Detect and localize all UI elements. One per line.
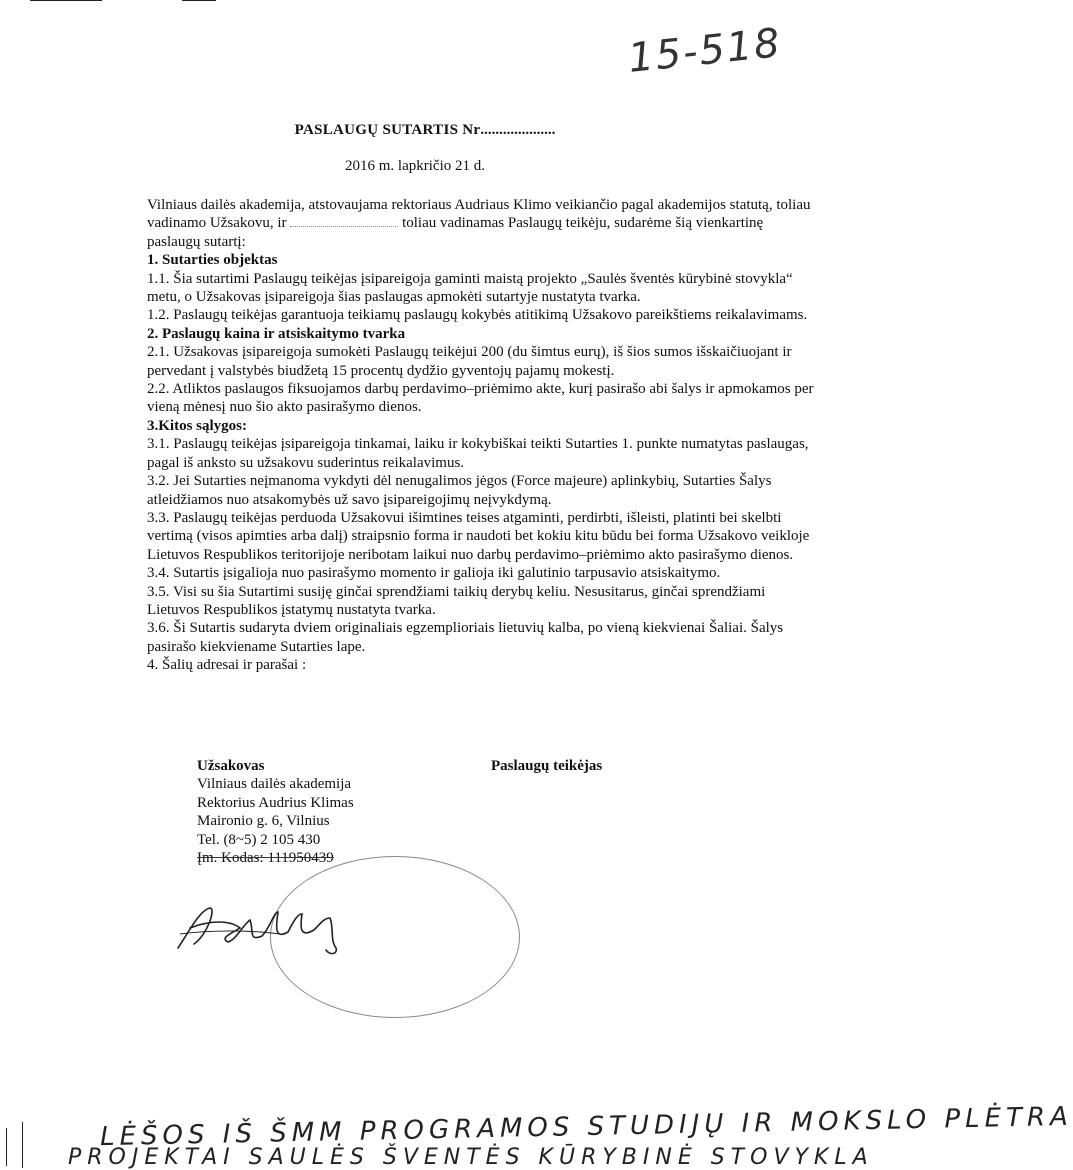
clause-3-3: 3.3. Paslaugų teikėjas perduoda Užsakovui išimtines teises atgaminti, perdirbti, išleisti, platinti bei skelbti vertimą (visos apimties arba dalį) straipsnio forma ir naudoti bet kokiu kitu būdu bei forma Užsakovo veikloje Lietuvos Respublikos teritorijoje neribotam laikui nuo darbų perdavimo–priėmimo akto pasirašymo dienos. <box>147 509 810 563</box>
customer-company-code: Įm. Kodas: 111950439 <box>197 850 334 867</box>
section-heading-3: 3.Kitos sąlygos: <box>147 417 248 434</box>
scan-line-left <box>30 0 102 1</box>
clause-1-1: 1.1. Šia sutartimi Paslaugų teikėjas įsipareigoja gaminti maistą projekto „Saulės šventės kūrybinė stovykla“ metu, o Užsakovas įsipareigoja šias paslaugas apmokėti sutartyje nustatyta tvarka. <box>147 270 793 306</box>
contract-body <box>147 196 819 675</box>
provider-details <box>491 757 602 775</box>
clause-3-6: 3.6. Ši Sutartis sudaryta dviem originaliais egzemplioriais lietuvių kalba, po vieną kiekvienai Šaliai. Šalys pasirašo kiekviename Sutarties lape. <box>147 620 784 655</box>
section-heading-2: 2. Paslaugų kaina ir atsiskaitymo tvarka <box>147 325 406 342</box>
provider-heading: Paslaugų teikėjas <box>491 758 603 774</box>
intro-part-2: toliau vadinamas Paslaugų teikėju, sudarėme šią vienkartinę paslaugų sutartį: <box>147 215 764 250</box>
handwritten-note-line-2: PROJEKTAI SAULĖS ŠVENTĖS KŪRYBINĖ STOVYKLA <box>68 1145 874 1170</box>
signature-icon <box>170 890 370 960</box>
intro-paragraph <box>147 196 819 251</box>
clause-4: 4. Šalių adresai ir parašai : <box>147 657 307 674</box>
handwritten-note-line-1: LĖŠOS IŠ ŠMM PROGRAMOS STUDIJŲ IR MOKSLO PLĖTRA <box>99 1101 1073 1153</box>
clause-1-2: 1.2. Paslaugų teikėjas garantuoja teikiamų paslaugų kokybės atitikimą Užsakovo pareikštiems reikalavimams. <box>147 307 808 324</box>
clause-2-1: 2.1. Užsakovas įsipareigoja sumokėti Paslaugų teikėjui 200 (du šimtus eurų), iš šios sumos išskaičiuojant ir pervedant į valstybės biudžetą 15 procentų dydžio gyventojų pajamų mokestį. <box>147 344 792 379</box>
customer-address: Maironio g. 6, Vilnius <box>197 813 330 830</box>
scan-line-right <box>182 0 216 1</box>
handwritten-registration-number: 15-518 <box>626 20 784 82</box>
document-date: 2016 m. lapkričio 21 d. <box>345 158 485 174</box>
title-text: PASLAUGŲ SUTARTIS Nr <box>294 122 481 138</box>
clause-3-4: 3.4. Sutartis įsigalioja nuo pasirašymo momento ir galioja iki galutinio tarpusavio atsiskaitymo. <box>147 565 721 582</box>
customer-name: Vilniaus dailės akademija <box>197 776 352 793</box>
intro-part-1: Vilniaus dailės akademija, atstovaujama rektoriaus Audriaus Klimo veikiančio pagal akademijos statutą, toliau vadinamo Užsakovu, ir <box>147 197 811 232</box>
clause-2-2: 2.2. Atliktos paslaugos fiksuojamos darbų perdavimo–priėmimo akte, kurį pasirašo abi šalys ir apmokamos per vieną mėnesį nuo šio akto pasirašymo dienos. <box>147 381 814 416</box>
title-number-blank: .................... <box>480 122 556 138</box>
customer-heading: Užsakovas <box>197 758 265 774</box>
rector-signature <box>170 890 370 965</box>
customer-phone: Tel. (8~5) 2 105 430 <box>197 831 321 848</box>
provider-name-blank <box>290 214 398 227</box>
clause-3-2: 3.2. Jei Sutarties neįmanoma vykdyti dėl nenugalimos jėgos (Force majeure) aplinkybių, Sutarties Šalys atleidžiamos nuo atsakomybės už savo įsipareigojimų neįvykdymą. <box>147 473 772 508</box>
margin-mark-1 <box>6 1128 7 1166</box>
clause-3-1: 3.1. Paslaugų teikėjas įsipareigoja tinkamai, laiku ir kokybiškai teikti Sutarties 1. punkte numatytas paslaugas, pagal iš anksto su užsakovu suderintus reikalavimus. <box>147 436 809 471</box>
customer-details <box>197 757 354 867</box>
section-heading-1: 1. Sutarties objektas <box>147 252 278 269</box>
document-title <box>0 122 850 139</box>
clause-3-5: 3.5. Visi su šia Sutartimi susiję ginčai sprendžiami taikių derybų keliu. Nesusitarus, ginčai sprendžiami Lietuvos Respublikos įstatymų nustatyta tvarka. <box>147 583 766 618</box>
margin-mark-2 <box>22 1122 23 1168</box>
customer-rector: Rektorius Audrius Klimas <box>197 794 354 811</box>
